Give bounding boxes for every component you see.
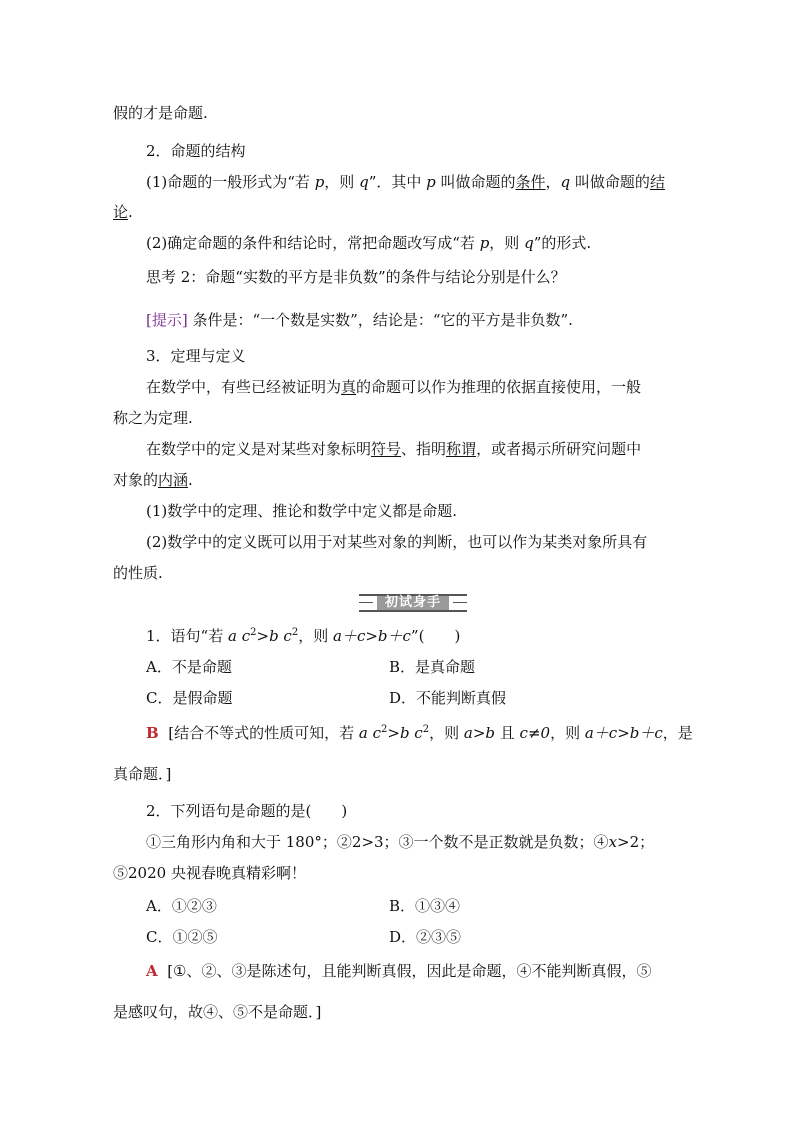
question-1-explanation-cont: 真命题．]: [113, 765, 172, 783]
question-1-option-c: C．是假命题: [146, 689, 233, 707]
question-1-option-d: D．不能判断真假: [389, 689, 507, 707]
text-line: (2)数学中的定义既可以用于对某些对象的判断，也可以作为某类对象所具有: [146, 533, 648, 551]
underlined-term: 论: [113, 203, 129, 221]
question-1-option-b: B．是真命题: [389, 658, 476, 676]
section-heading-theorem: 3．定理与定义: [146, 347, 246, 365]
text-line: 对象的内涵.: [113, 471, 193, 489]
underlined-term: 称谓: [446, 440, 477, 458]
underlined-term: 条件: [515, 173, 546, 191]
text-line: (1)数学中的定理、推论和数学中定义都是命题.: [146, 502, 458, 520]
underlined-term: 结: [649, 173, 665, 191]
question-1-explanation: B [结合不等式的性质可知，若 a $c^2>b$ $c^2$，则 a>b 且 c≠0，则 a＋c>b＋c，是: [146, 724, 693, 742]
question-1-stem: 1．语句“若 a $c^2>b$ $c^2$，则 a＋c>b＋c”( ): [146, 627, 461, 645]
section-heading-structure: 2．命题的结构: [146, 142, 246, 160]
hint-tag: [提示]: [146, 311, 188, 329]
text-line: 假的才是命题.: [113, 104, 208, 122]
question-2-items-cont: ⑤2020 央视春晚真精彩啊！: [113, 864, 306, 882]
think-question: 思考 2：命题“实数的平方是非负数”的条件与结论分别是什么？: [146, 268, 566, 286]
underlined-term: 真: [341, 378, 357, 396]
text-line: 的性质.: [113, 564, 163, 582]
text-line: 在数学中的定义是对某些对象标明符号、指明称谓，或者揭示所研究问题中: [146, 440, 642, 458]
section-banner: [359, 594, 467, 612]
text-line: 论.: [113, 203, 133, 221]
text-line: (2)确定命题的条件和结论时，常把命题改写成“若 p，则 q”的形式.: [146, 234, 592, 252]
answer-letter: A: [146, 962, 158, 980]
text-line: (1)命题的一般形式为“若 p，则 q”．其中 p 叫做命题的条件，q 叫做命题的结: [146, 173, 665, 191]
question-2-explanation: A [①、②、③是陈述句，且能判断真假，因此是命题，④不能判断真假，⑤: [146, 962, 652, 980]
question-2-option-a: A．①②③: [146, 897, 217, 915]
question-2-option-b: B．①③④: [389, 897, 461, 915]
question-2-items: ①三角形内角和大于 180°；②2>3；③一个数不是正数就是负数；④x>2；: [146, 833, 655, 851]
question-2-stem: 2．下列语句是命题的是( ): [146, 802, 348, 820]
underlined-term: 内涵: [158, 471, 189, 489]
banner-label: 初试身手: [377, 596, 449, 610]
question-2-option-d: D．②③⑤: [389, 928, 462, 946]
hint-line: [提示] 条件是：“一个数是实数”，结论是：“它的平方是非负数”.: [146, 311, 573, 329]
question-2-option-c: C．①②⑤: [146, 928, 218, 946]
answer-letter: B: [146, 724, 159, 742]
question-2-explanation-cont: 是感叹句，故④、⑤不是命题．]: [113, 1003, 322, 1021]
text-line: 称之为定理.: [113, 409, 193, 427]
underlined-term: 符号: [371, 440, 402, 458]
question-1-option-a: A．不是命题: [146, 658, 232, 676]
text-line: 在数学中，有些已经被证明为真的命题可以作为推理的依据直接使用，一般: [146, 378, 642, 396]
